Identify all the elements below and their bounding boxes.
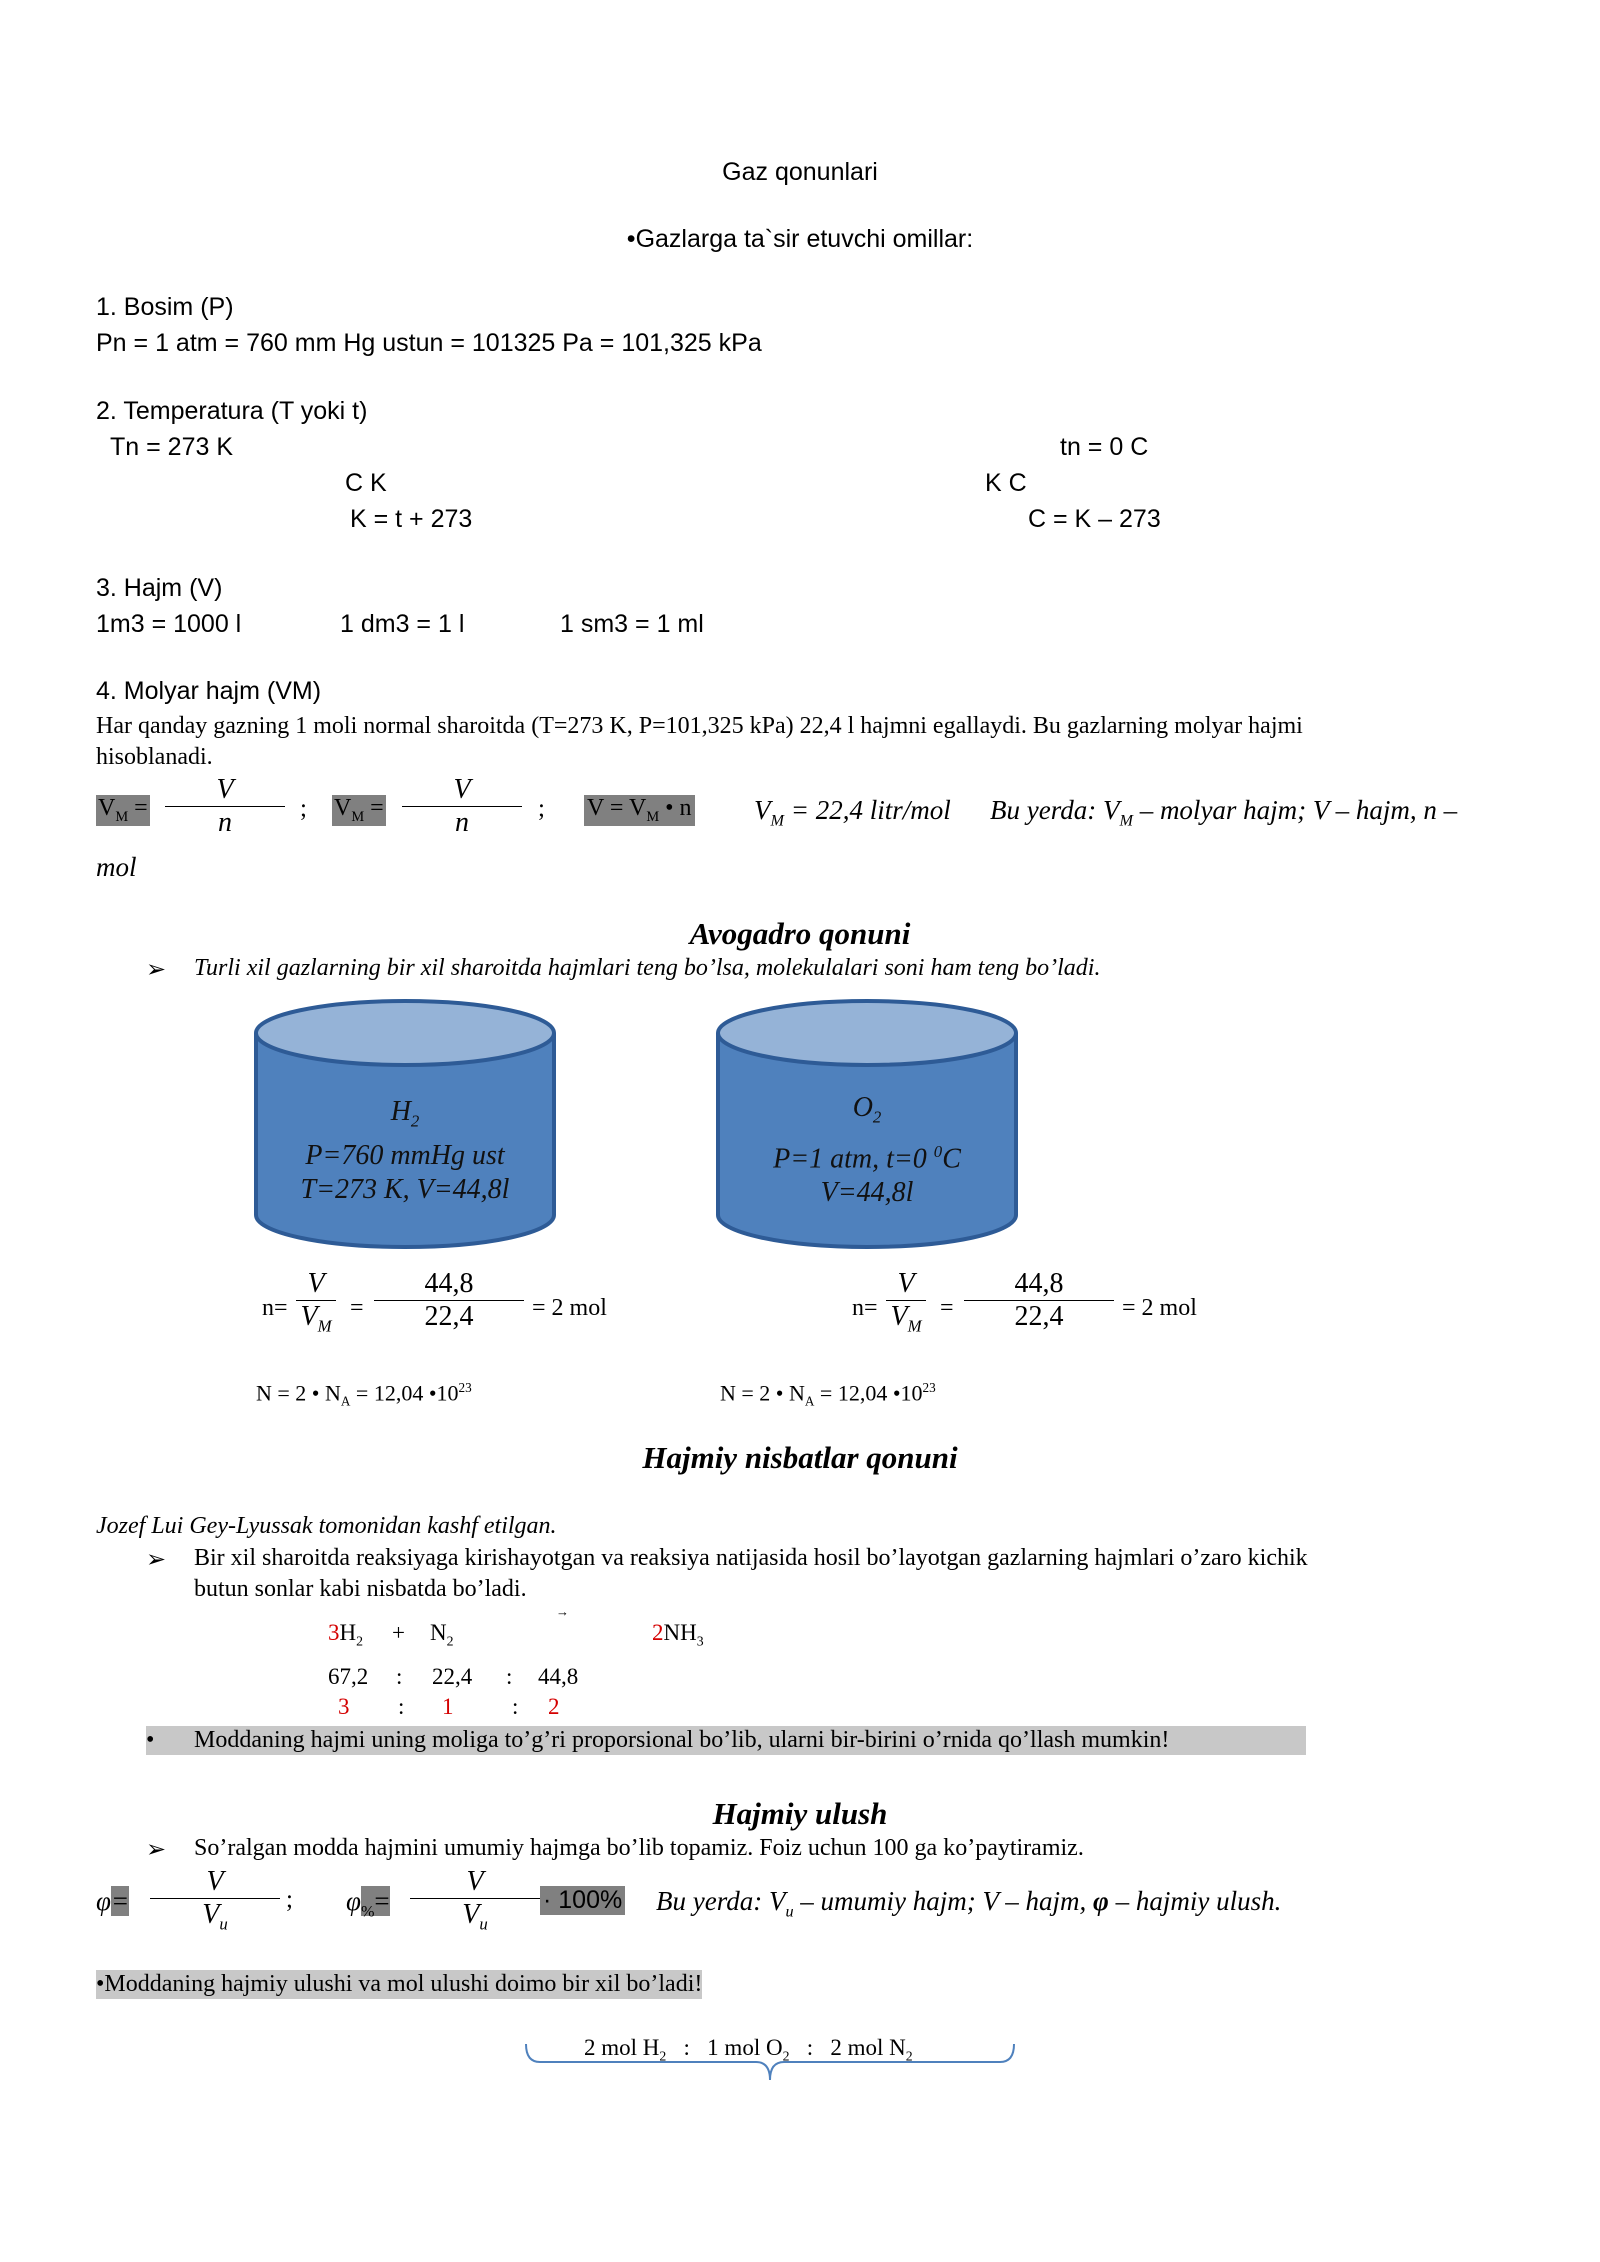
arrow-bullet-icon: ➢ (146, 1837, 167, 1863)
hajmiy-statement-2: butun sonlar kabi nisbatda bo’ladi. (194, 1576, 527, 1602)
mol-fraction-note: •Moddaning hajmiy ulushi va mol ulushi doimo bir xil bo’ladi! (96, 1971, 703, 1997)
page-subtitle (0, 225, 1600, 254)
ratio-nh3: 2 (548, 1694, 560, 1719)
fraction-v-over-vu-percent: $\frac{V}{V_u}$ (410, 1866, 540, 1935)
calc-n-right: n= (852, 1295, 878, 1321)
arrow-bullet-icon: ➢ (146, 1547, 167, 1573)
gey-lyussak-credit: Jozef Lui Gey-Lyussak tomonidan kashf etilgan. (96, 1513, 557, 1539)
volume-h2: 67,2 (328, 1664, 369, 1689)
vm-label-2: $V_M$ = (334, 795, 384, 825)
hajm-dm3: 1 dm3 = 1 l (340, 610, 465, 638)
phi-percent-label: $\varphi_{\%}=$ (346, 1886, 390, 1921)
mol-wrap: mol (96, 852, 137, 882)
reaction-h2: $3H_2$ (328, 1620, 364, 1649)
fraction-v-over-n-1: $\frac{V}{n}$ (165, 774, 285, 839)
ulush-explanation: Bu yerda: $V_u$ – umumiy hajm; V – hajm, φ – hajmiy ulush. (656, 1886, 1282, 1921)
ratio-colon-2: : (512, 1694, 519, 1719)
mol-ratio: 2 mol $H_2$ : 1 mol $O_2$ : 2 mol $N_2$ (584, 2035, 913, 2064)
section-hajm-heading: 3. Hajm (V) (96, 574, 223, 602)
arrow-bullet-icon: ➢ (146, 957, 167, 983)
c-formula: C = K – 273 (1028, 505, 1161, 533)
cylinder-h2-label: $H_2$ P=760 mmHg ust T=273 K, V=44,8l (300, 1096, 510, 1205)
k-formula: K = t + 273 (350, 505, 473, 533)
fraction-v-over-vm-left: $\frac{V}{V_M}$ (296, 1268, 336, 1337)
separator: ; (286, 1886, 293, 1913)
reaction-arrow-icon: → (556, 1604, 569, 1619)
calc-n-left: n= (262, 1295, 288, 1321)
ratio-colon-1: : (398, 1694, 405, 1719)
k-to-c-label: K C (985, 469, 1027, 497)
volume-colon-1: : (396, 1664, 403, 1689)
avogadro-statement: Turli xil gazlarning bir xil sharoitda hajmlari teng bo’lsa, molekulalari soni ham teng bo’ladi. (194, 955, 1101, 981)
volume-colon-2: : (506, 1664, 513, 1689)
fraction-448-over-224-left: $\frac{44,8}{22,4}$ (374, 1268, 524, 1333)
vm-explanation: Bu yerda: $V_M$ – molyar hajm; V – hajm, n – (990, 795, 1458, 830)
ratio-h2: 3 (338, 1694, 350, 1719)
hajmiy-ulush-heading: Hajmiy ulush (712, 1796, 888, 1831)
volume-n2: 22,4 (432, 1664, 473, 1689)
under-brace-icon (520, 2040, 1020, 2084)
hajmiy-ulush-statement: So’ralgan modda hajmini umumiy hajmga bo’lib topamiz. Foiz uchun 100 ga ko’paytiramiz. (194, 1835, 1084, 1861)
tn-kelvin: Tn = 273 K (110, 433, 233, 461)
reaction-nh3: $2NH_3$ (652, 1620, 704, 1649)
fraction-v-over-vu: $\frac{V}{V_u}$ (150, 1866, 280, 1935)
tn-celsius: tn = 0 C (1060, 433, 1149, 461)
phi-label: φ= (96, 1886, 130, 1916)
subtitle-text: Gazlarga ta`sir etuvchi omillar: (635, 225, 974, 253)
section-bosim-line: Pn = 1 atm = 760 mm Hg ustun = 101325 Pa = 101,325 kPa (96, 329, 762, 357)
separator: ; (538, 795, 545, 822)
calc-eq-right: = (940, 1295, 954, 1321)
avogadro-heading: Avogadro qonuni (689, 916, 911, 951)
n-molecules-left: N = 2 • $N_A = 12,04$ $•10^{23}$ (256, 1380, 472, 1409)
hajm-m3: 1m3 = 1000 l (96, 610, 242, 638)
fraction-v-over-n-2: $\frac{V}{n}$ (402, 774, 522, 839)
hajmiy-statement: Bir xil sharoitda reaksiyaga kirishayotgan va reaksiya natijasida hosil bo’layotgan gazlarning hajmlari o’zaro kichik (194, 1545, 1308, 1571)
molyar-text: Har qanday gazning 1 moli normal sharoitda (T=273 K, P=101,325 kPa) 22,4 l hajmni egallaydi. Bu gazlarning molyar hajmi (96, 713, 1303, 739)
v-formula: $V = V_M$ • n (584, 795, 695, 826)
reaction-plus: + (392, 1620, 405, 1645)
cylinder-o2-label: $O_2$ P=1 atm, t=0 $^0$C V=44,8l (773, 1092, 961, 1208)
section-molyar-heading: 4. Molyar hajm (VM) (96, 677, 322, 705)
page-title: Gaz qonunlari (722, 158, 878, 186)
times-100-percent: · 100% (540, 1886, 625, 1915)
calc-result-right: = 2 mol (1122, 1295, 1197, 1321)
fraction-448-over-224-right: $\frac{44,8}{22,4}$ (964, 1268, 1114, 1333)
c-to-k-label: C K (345, 469, 387, 497)
hajm-sm3: 1 sm3 = 1 ml (560, 610, 704, 638)
bullet-icon: • (626, 225, 636, 253)
vm-label-1: $V_M$ = (98, 795, 148, 825)
reaction-n2: $N_2$ (430, 1620, 454, 1649)
section-bosim-heading: 1. Bosim (P) (96, 293, 234, 321)
n-molecules-right: N = 2 • $N_A = 12,04$ $•10^{23}$ (720, 1380, 936, 1409)
calc-eq-left: = (350, 1295, 364, 1321)
hajmiy-nisbatlar-heading: Hajmiy nisbatlar qonuni (642, 1440, 958, 1475)
molyar-text-2: hisoblanadi. (96, 744, 213, 770)
proportional-note: • Moddaning hajmi uning moliga to’g’ri proporsional bo’lib, ularni bir-birini o’rnida qo’llash mumkin! (146, 1726, 1306, 1755)
ratio-n2: 1 (442, 1694, 454, 1719)
fraction-v-over-vm-right: $\frac{V}{V_M}$ (886, 1268, 926, 1337)
vm-value: $V_M = 22,4$ litr/mol (754, 795, 951, 830)
section-temperatura-heading: 2. Temperatura (T yoki t) (96, 397, 368, 425)
volume-nh3: 44,8 (538, 1664, 579, 1689)
separator: ; (300, 795, 307, 822)
bullet-icon: • (146, 1727, 155, 1753)
calc-result-left: = 2 mol (532, 1295, 607, 1321)
